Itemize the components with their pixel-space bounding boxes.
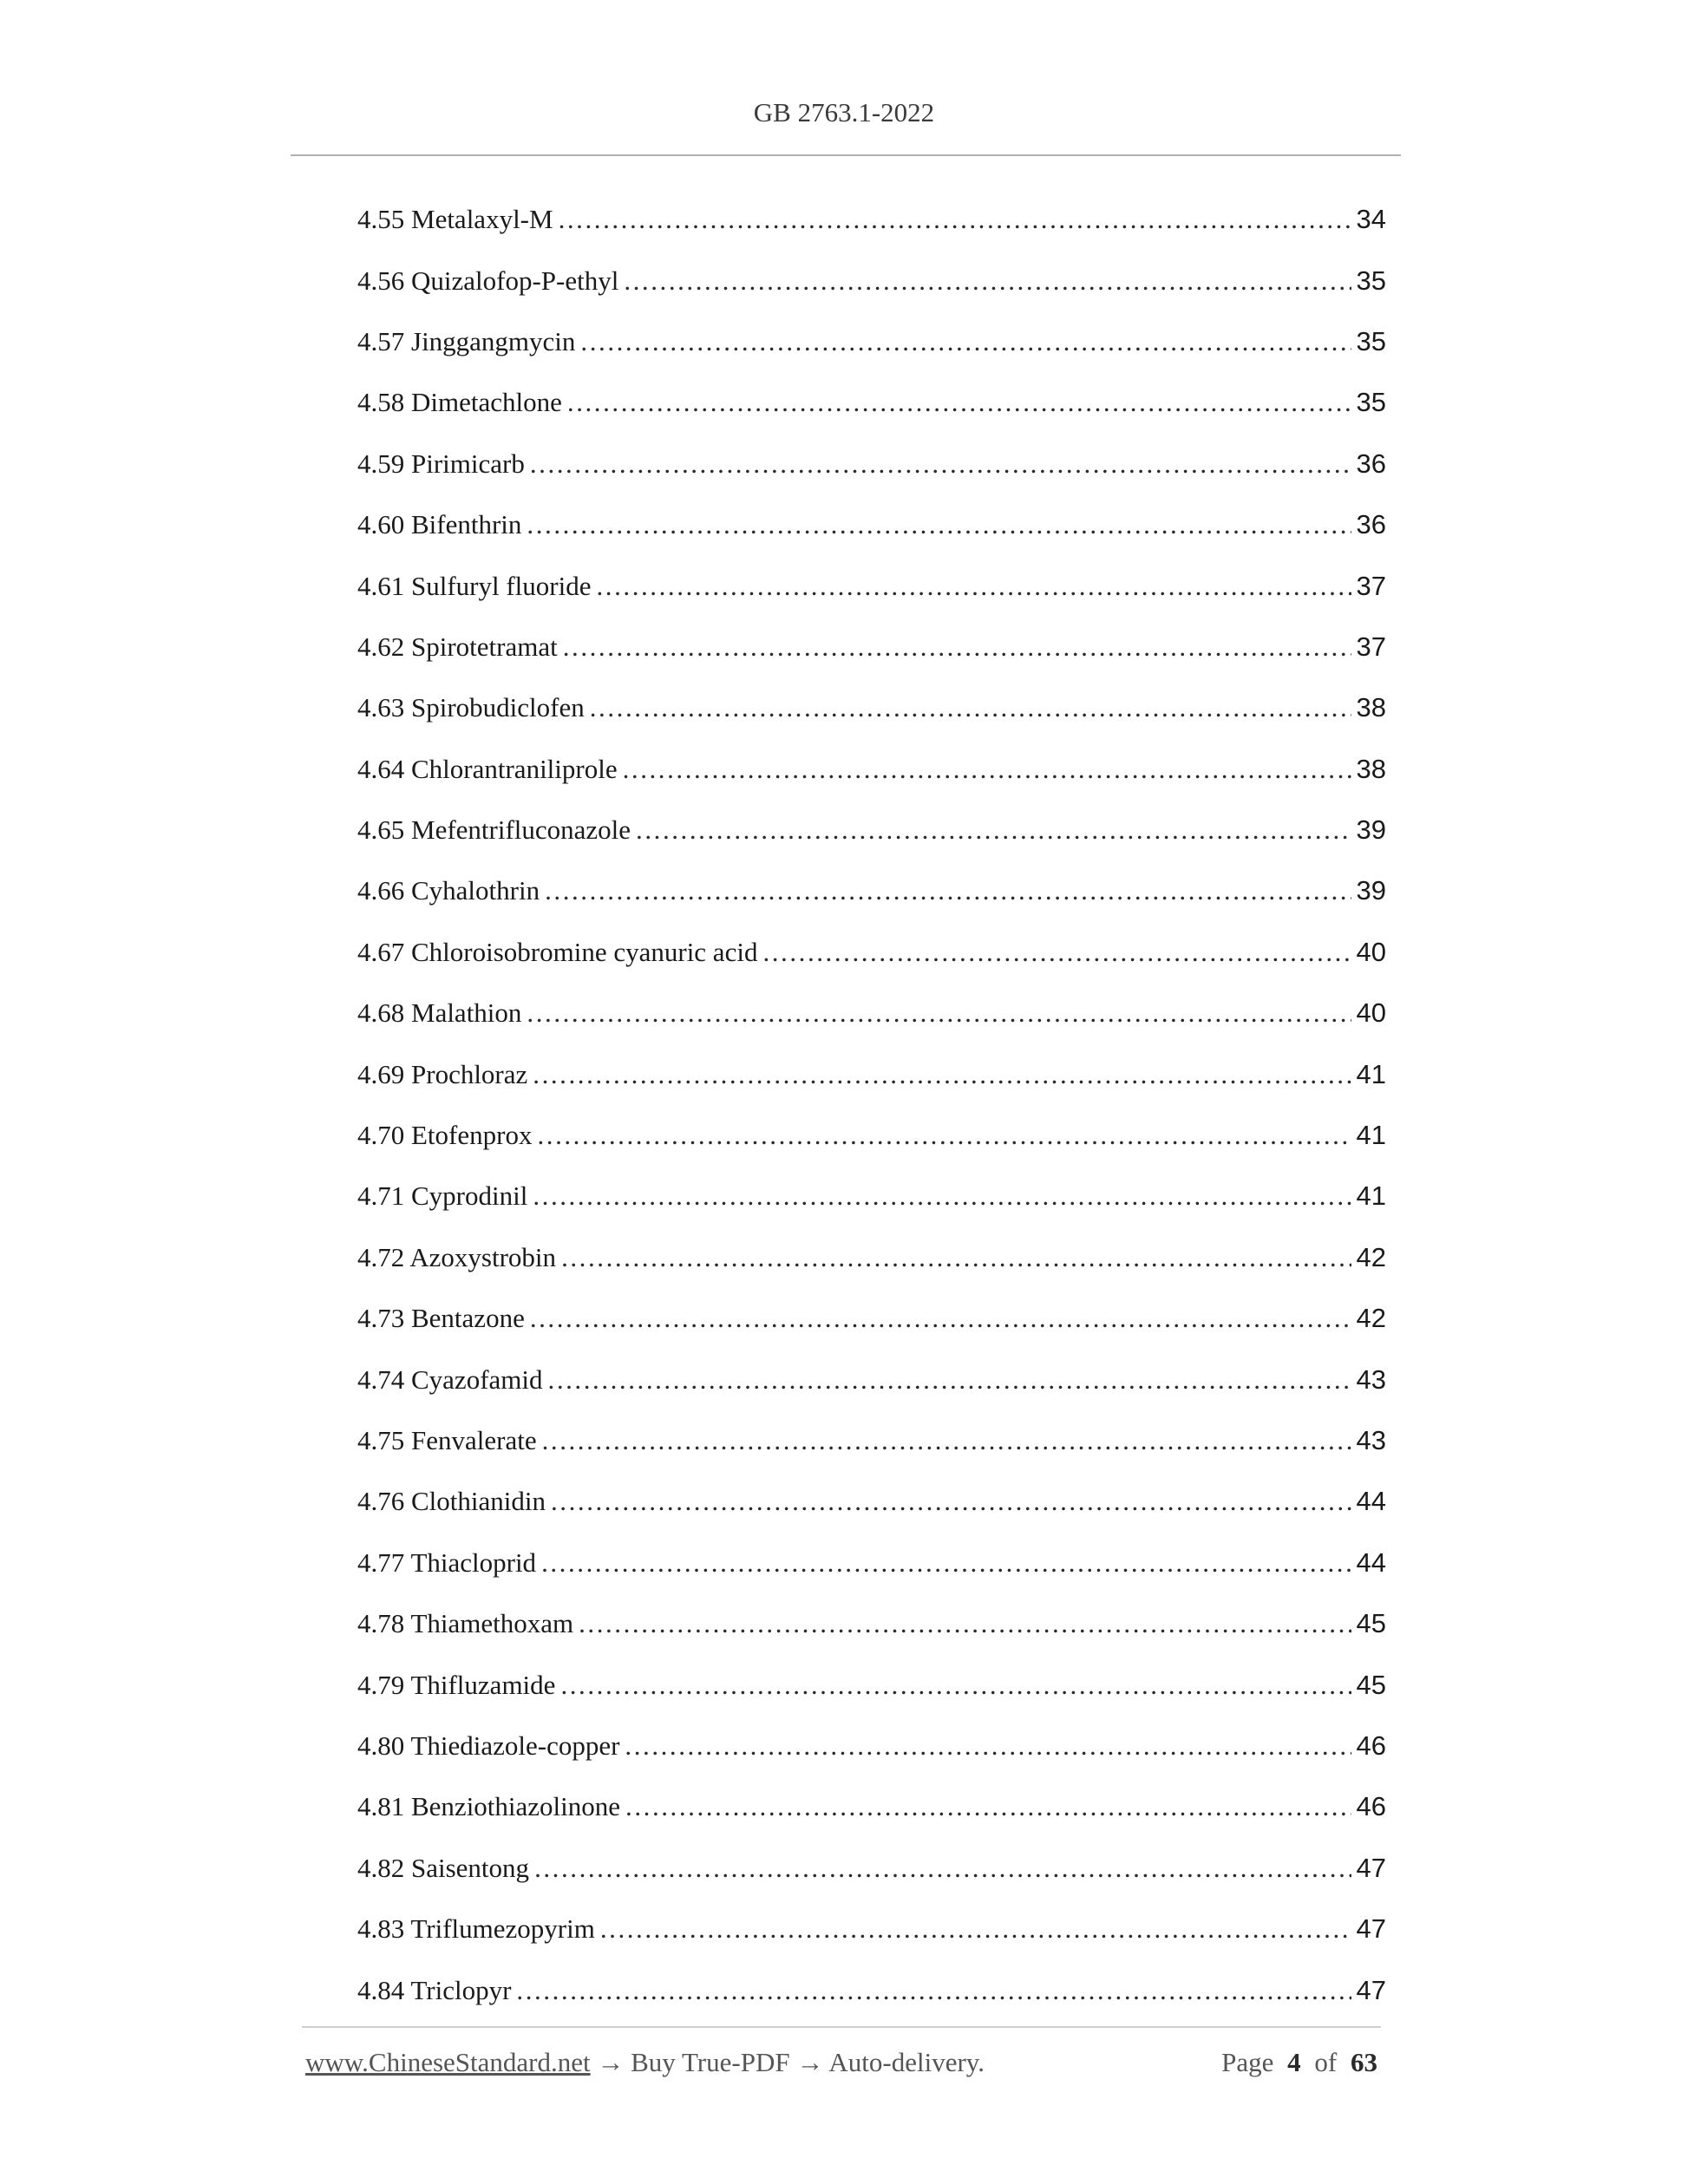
toc-entry-page-number: 41 [1356, 1120, 1386, 1151]
toc-entry-label: 4.69 Prochloraz [357, 1058, 528, 1089]
toc-entry-page-number: 36 [1356, 448, 1386, 479]
dot-leader [623, 754, 1351, 785]
toc-entry-label: 4.78 Thiamethoxam [357, 1608, 574, 1639]
table-of-contents [357, 189, 1386, 2021]
buy-true-pdf-text: Buy True-PDF [631, 2047, 790, 2077]
toc-entry-page-number: 46 [1356, 1791, 1386, 1822]
toc-entry[interactable] [357, 922, 1386, 983]
arrow-right-icon: → [597, 2047, 625, 2077]
dot-leader [559, 204, 1351, 235]
toc-entry[interactable] [357, 800, 1386, 860]
toc-entry-label: 4.70 Etofenprox [357, 1120, 533, 1151]
toc-entry-page-number: 43 [1356, 1425, 1386, 1455]
dot-leader [541, 1547, 1351, 1579]
toc-entry-page-number: 45 [1356, 1669, 1386, 1700]
dot-leader [516, 1975, 1351, 2006]
toc-entry-page-number: 35 [1356, 387, 1386, 418]
toc-entry[interactable] [357, 1959, 1386, 2020]
toc-entry-page-number: 40 [1356, 936, 1386, 967]
toc-entry-page-number: 40 [1356, 997, 1386, 1029]
dot-leader [762, 937, 1351, 968]
arrow-right-icon: → [796, 2047, 824, 2077]
toc-entry[interactable] [357, 372, 1386, 433]
dot-leader [625, 1730, 1351, 1762]
dot-leader [542, 1425, 1351, 1456]
toc-entry-label: 4.62 Spirotetramat [357, 631, 558, 662]
dot-leader [590, 692, 1351, 723]
toc-entry-label: 4.72 Azoxystrobin [357, 1241, 557, 1272]
toc-entry-label: 4.84 Triclopyr [357, 1974, 512, 2005]
dot-leader [530, 448, 1351, 480]
toc-entry-label: 4.55 Metalaxyl-M [357, 204, 553, 235]
toc-entry-page-number: 41 [1356, 1180, 1386, 1212]
toc-entry-label: 4.80 Thiediazole-copper [357, 1730, 620, 1761]
toc-entry[interactable] [357, 677, 1386, 738]
toc-entry[interactable] [357, 1716, 1386, 1776]
toc-entry-page-number: 42 [1356, 1303, 1386, 1334]
toc-entry-label: 4.65 Mefentrifluconazole [357, 814, 631, 846]
toc-entry[interactable] [357, 1471, 1386, 1532]
toc-entry[interactable] [357, 1227, 1386, 1288]
toc-entry[interactable] [357, 1593, 1386, 1654]
current-page-number: 4 [1287, 2047, 1301, 2077]
toc-entry[interactable] [357, 250, 1386, 311]
toc-entry-page-number: 34 [1356, 204, 1386, 235]
toc-entry-label: 4.59 Pirimicarb [357, 448, 525, 479]
toc-entry-page-number: 46 [1356, 1730, 1386, 1761]
toc-entry-label: 4.60 Bifenthrin [357, 509, 522, 540]
toc-entry[interactable] [357, 1349, 1386, 1409]
toc-entry-label: 4.58 Dimetachlone [357, 387, 562, 418]
toc-entry[interactable] [357, 1899, 1386, 1959]
document-header-title: GB 2763.1-2022 [753, 97, 935, 128]
page-word: Page [1221, 2047, 1274, 2077]
dot-leader [597, 571, 1351, 602]
toc-entry-page-number: 45 [1356, 1608, 1386, 1639]
toc-entry-label: 4.79 Thifluzamide [357, 1669, 556, 1700]
toc-entry-page-number: 42 [1356, 1241, 1386, 1272]
toc-entry[interactable] [357, 494, 1386, 555]
toc-entry[interactable] [357, 1105, 1386, 1166]
dot-leader [527, 997, 1351, 1029]
toc-entry-page-number: 41 [1356, 1058, 1386, 1089]
toc-entry-page-number: 44 [1356, 1486, 1386, 1517]
auto-delivery-text: Auto-delivery. [828, 2047, 985, 2077]
toc-entry-page-number: 35 [1356, 265, 1386, 296]
dot-leader [533, 1180, 1351, 1212]
toc-entry-page-number: 39 [1356, 814, 1386, 846]
toc-entry[interactable] [357, 739, 1386, 800]
website-link[interactable]: www.ChineseStandard.net [305, 2047, 591, 2077]
toc-entry-page-number: 47 [1356, 1913, 1386, 1945]
toc-entry[interactable] [357, 1410, 1386, 1471]
dot-leader [560, 1670, 1351, 1701]
dot-leader [527, 509, 1351, 540]
toc-entry-page-number: 38 [1356, 753, 1386, 784]
toc-entry-label: 4.81 Benziothiazolinone [357, 1791, 621, 1822]
of-word: of [1314, 2047, 1338, 2077]
toc-entry-page-number: 43 [1356, 1363, 1386, 1395]
toc-entry-page-number: 44 [1356, 1546, 1386, 1578]
dot-leader [530, 1303, 1351, 1334]
toc-entry-label: 4.82 Saisentong [357, 1852, 530, 1883]
toc-entry[interactable] [357, 1838, 1386, 1899]
dot-leader [545, 875, 1351, 906]
toc-entry[interactable] [357, 434, 1386, 494]
dot-leader [600, 1913, 1351, 1945]
dot-leader [636, 814, 1351, 846]
dot-leader [625, 1791, 1351, 1822]
dot-leader [624, 265, 1351, 297]
toc-entry-page-number: 39 [1356, 875, 1386, 906]
page-footer [305, 2047, 1377, 2085]
footer-promo [305, 2047, 985, 2078]
toc-entry[interactable] [357, 983, 1386, 1043]
toc-entry-page-number: 37 [1356, 631, 1386, 662]
toc-entry[interactable] [357, 1654, 1386, 1715]
dot-leader [537, 1120, 1351, 1151]
dot-leader [534, 1853, 1351, 1884]
dot-leader [563, 631, 1351, 663]
toc-entry[interactable] [357, 1533, 1386, 1593]
toc-entry[interactable] [357, 555, 1386, 616]
toc-entry[interactable] [357, 1288, 1386, 1349]
toc-entry[interactable] [357, 189, 1386, 250]
toc-entry-page-number: 47 [1356, 1852, 1386, 1883]
toc-entry-label: 4.75 Fenvalerate [357, 1425, 537, 1455]
footer-divider [302, 2026, 1381, 2028]
toc-entry-page-number: 36 [1356, 509, 1386, 540]
toc-entry-label: 4.64 Chlorantraniliprole [357, 753, 618, 784]
toc-entry[interactable] [357, 860, 1386, 921]
toc-entry-label: 4.66 Cyhalothrin [357, 875, 540, 906]
toc-entry-page-number: 47 [1356, 1974, 1386, 2005]
toc-entry-label: 4.56 Quizalofop-P-ethyl [357, 265, 619, 296]
page-indicator [1221, 2047, 1377, 2078]
toc-entry-label: 4.61 Sulfuryl fluoride [357, 570, 592, 601]
total-page-count: 63 [1351, 2047, 1377, 2077]
dot-leader [567, 387, 1351, 418]
toc-entry[interactable] [357, 1166, 1386, 1226]
toc-entry-label: 4.68 Malathion [357, 997, 522, 1029]
toc-entry-label: 4.57 Jinggangmycin [357, 325, 576, 356]
toc-entry-label: 4.63 Spirobudiclofen [357, 692, 585, 723]
toc-entry-page-number: 35 [1356, 325, 1386, 356]
toc-entry-label: 4.83 Triflumezopyrim [357, 1913, 595, 1945]
toc-entry-label: 4.67 Chloroisobromine cyanuric acid [357, 936, 758, 967]
toc-entry-label: 4.77 Thiacloprid [357, 1546, 537, 1578]
dot-leader [580, 326, 1351, 357]
dot-leader [548, 1364, 1351, 1396]
dot-leader [551, 1486, 1351, 1517]
dot-leader [533, 1059, 1351, 1090]
toc-entry-label: 4.71 Cyprodinil [357, 1180, 528, 1212]
toc-entry-label: 4.74 Cyazofamid [357, 1363, 543, 1395]
toc-entry-page-number: 38 [1356, 692, 1386, 723]
dot-leader [579, 1608, 1351, 1639]
toc-entry[interactable] [357, 1776, 1386, 1837]
toc-entry[interactable] [357, 311, 1386, 372]
toc-entry-label: 4.76 Clothianidin [357, 1486, 546, 1517]
toc-entry-label: 4.73 Bentazone [357, 1303, 525, 1334]
dot-leader [561, 1242, 1351, 1273]
toc-entry[interactable] [357, 1043, 1386, 1104]
toc-entry[interactable] [357, 617, 1386, 677]
header-divider [291, 154, 1401, 156]
toc-entry-page-number: 37 [1356, 570, 1386, 601]
